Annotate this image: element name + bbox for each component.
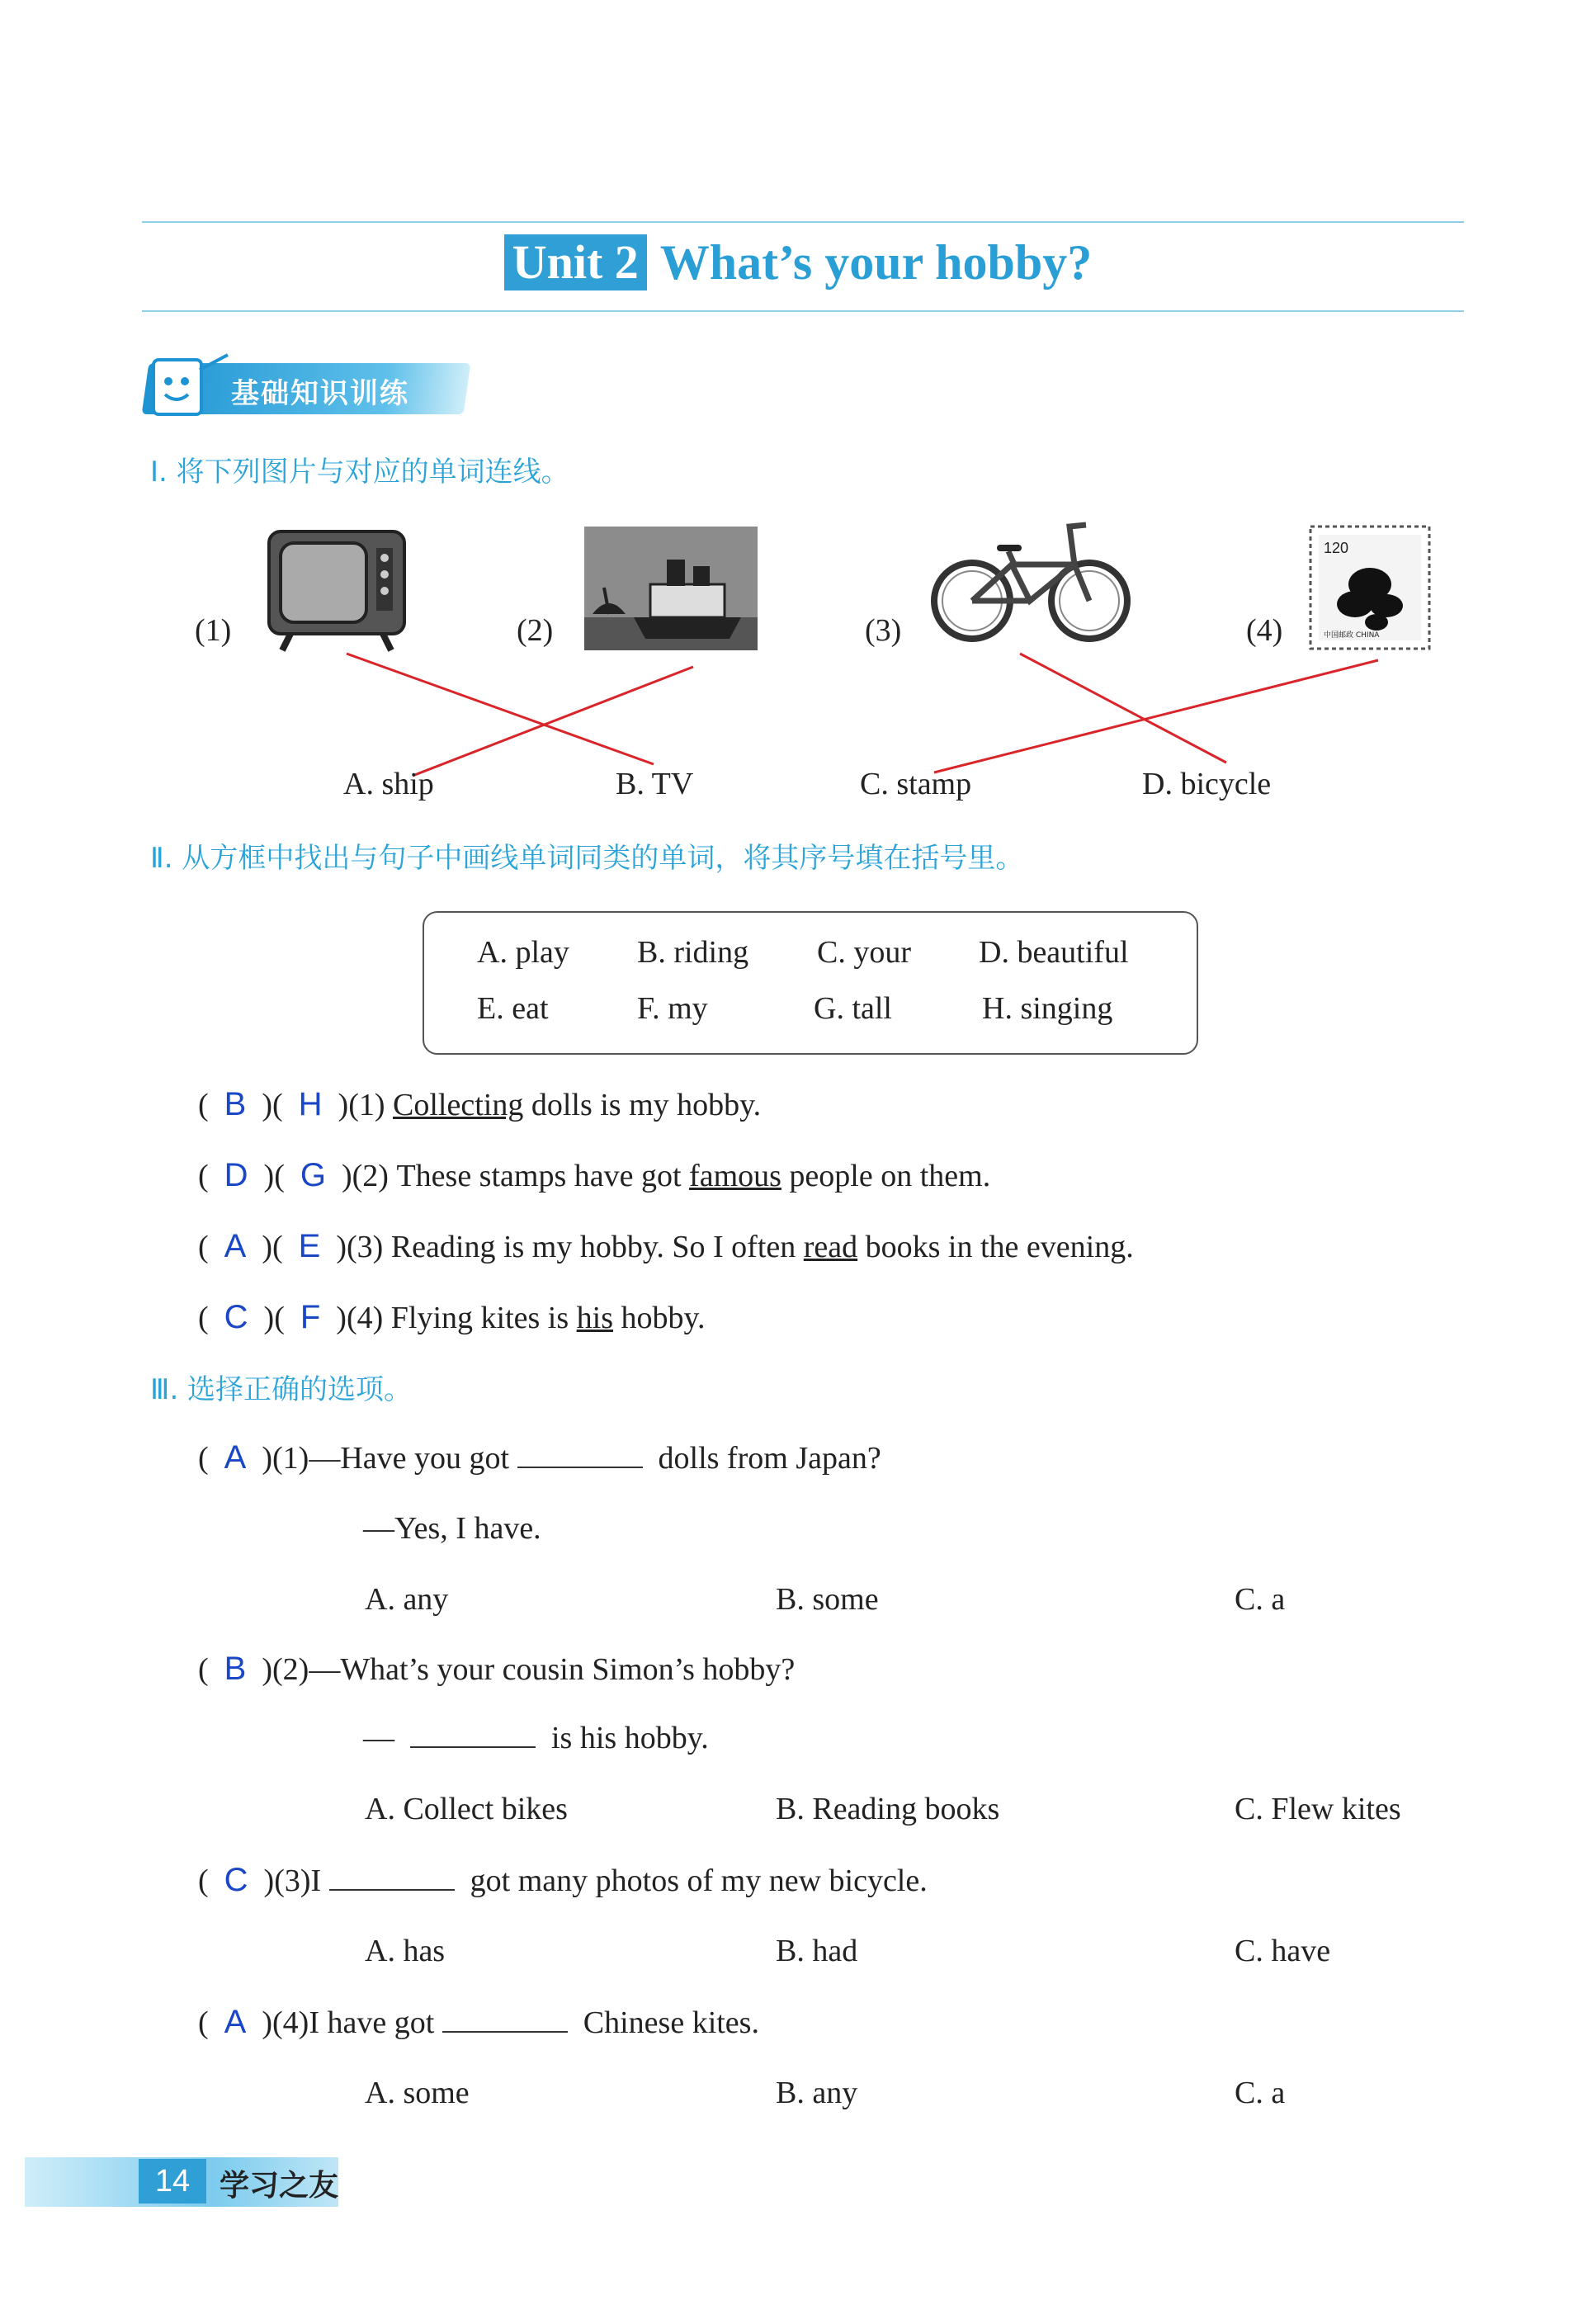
question-text: —What’s your cousin Simon’s hobby? [309, 1652, 796, 1687]
answer-first: C [224, 1299, 248, 1335]
q4-choice-a: A. some [365, 2076, 470, 2110]
option-c: C. your [817, 935, 911, 970]
item-number: (1) [348, 1088, 385, 1122]
section2-item-3: ( A )( E )(3) Reading is my hobby. So I often read books in the evening. [198, 1228, 1134, 1264]
answer: A [224, 1439, 247, 1476]
question-post: got many photos of my new bicycle. [470, 1863, 928, 1898]
answer-blank [329, 1864, 455, 1891]
underlined-word: his [576, 1301, 613, 1335]
match-line-stamp [934, 660, 1378, 772]
section3-heading: Ⅲ. 选择正确的选项。 [150, 1373, 413, 1406]
match-line-tv [347, 654, 654, 764]
item-post: people on them. [781, 1159, 991, 1193]
option-b: B. riding [637, 935, 749, 970]
q3-choice-b: B. had [776, 1934, 858, 1968]
stamp-country: 中国邮政 CHINA [1324, 631, 1380, 640]
question-2: ( B )(2)—What’s your cousin Simon’s hobby? [198, 1651, 796, 1687]
answer-second: F [300, 1299, 321, 1335]
question-2-reply [363, 1720, 709, 1756]
picture-label-2: (2) [517, 613, 554, 648]
item-number: (3) [347, 1230, 384, 1264]
section2-item-4: ( C )( F )(4) Flying kites is his hobby. [198, 1299, 706, 1335]
word-b: B. TV [616, 767, 694, 801]
answer-blank [410, 1722, 536, 1748]
answer-second: G [300, 1157, 326, 1193]
picture-label-1: (1) [195, 613, 232, 648]
underlined-word: read [803, 1230, 858, 1264]
q3-choice-c: C. have [1235, 1934, 1331, 1968]
q2-choice-c: C. Flew kites [1235, 1792, 1401, 1826]
question-1: ( A )(1)—Have you got dolls from Japan? [198, 1439, 881, 1476]
option-e: E. eat [477, 991, 549, 1026]
q3-choice-a: A. has [365, 1934, 446, 1968]
book-title: 学习之友 [220, 2168, 339, 2203]
match-line-bicycle [1020, 654, 1226, 763]
q1-choice-a: A. any [365, 1582, 449, 1617]
underlined-word: Collecting [393, 1088, 524, 1122]
stamp-value: 120 [1324, 540, 1349, 556]
question-pre: I [310, 1863, 322, 1898]
answer-blank [517, 1442, 643, 1468]
underlined-word: famous [689, 1159, 781, 1193]
question-number: (1) [272, 1441, 309, 1476]
unit-badge: Unit 2 [504, 234, 647, 290]
item-pre: These stamps have got [396, 1159, 690, 1193]
question-3: ( C )(3)I got many photos of my new bicycle. [198, 1862, 928, 1898]
answer-blank [442, 2006, 568, 2033]
answer-first: A [224, 1228, 247, 1264]
section2-heading: Ⅱ. 从方框中找出与句子中画线单词同类的单词，将其序号填在括号里。 [150, 842, 1024, 875]
match-line-ship [413, 667, 693, 776]
question-pre: —Have you got [309, 1441, 510, 1476]
reply-post: is his hobby. [551, 1721, 709, 1755]
matching-lines [0, 0, 1596, 825]
q1-choice-c: C. a [1235, 1582, 1286, 1617]
unit-title: What’s your hobby? [659, 235, 1093, 290]
item-post: books in the evening. [857, 1230, 1134, 1264]
question-1-reply: —Yes, I have. [363, 1511, 541, 1546]
picture-label-4: (4) [1246, 613, 1283, 648]
question-number: (4) [272, 2005, 309, 2040]
word-c: C. stamp [860, 767, 972, 801]
option-g: G. tall [814, 991, 892, 1026]
option-f: F. my [637, 991, 708, 1026]
reply-pre: — [363, 1721, 394, 1755]
item-number: (2) [352, 1159, 389, 1193]
option-box [423, 911, 1198, 1055]
answer-second: H [298, 1086, 323, 1122]
question-pre: I have got [309, 2005, 435, 2040]
question-post: Chinese kites. [583, 2005, 759, 2040]
q2-choice-b: B. Reading books [776, 1792, 1000, 1826]
section2-item-2: ( D )( G )(2) These stamps have got famous people on them. [198, 1157, 991, 1193]
answer-first: B [224, 1086, 247, 1122]
answer: A [224, 2004, 247, 2040]
picture-label-3: (3) [865, 613, 902, 648]
question-number: (3) [274, 1863, 311, 1898]
q2-choice-a: A. Collect bikes [365, 1792, 568, 1826]
item-post: dolls is my hobby. [523, 1088, 762, 1122]
item-number: (4) [346, 1301, 384, 1335]
item-pre: Flying kites is [390, 1301, 577, 1335]
item-post: hobby. [613, 1301, 706, 1335]
answer: C [224, 1862, 248, 1898]
option-d: D. beautiful [979, 935, 1129, 970]
word-d: D. bicycle [1142, 767, 1272, 801]
question-post: dolls from Japan? [658, 1441, 881, 1476]
answer: B [224, 1651, 247, 1687]
q4-choice-c: C. a [1235, 2076, 1286, 2110]
option-a: A. play [477, 935, 569, 970]
question-4: ( A )(4)I have got Chinese kites. [198, 2004, 759, 2040]
question-number: (2) [272, 1652, 309, 1687]
section1-heading: Ⅰ. 将下列图片与对应的单词连线。 [150, 456, 569, 489]
word-a: A. ship [343, 767, 434, 801]
answer-second: E [298, 1228, 321, 1264]
section2-item-1: ( B )( H )(1) Collecting dolls is my hobby. [198, 1086, 762, 1122]
item-pre: Reading is my hobby. So I often [390, 1230, 804, 1264]
answer-first: D [224, 1157, 248, 1193]
q4-choice-b: B. any [776, 2076, 858, 2110]
q1-choice-b: B. some [776, 1582, 879, 1617]
option-h: H. singing [982, 991, 1113, 1026]
banner-title: 基础知识训练 [231, 377, 409, 410]
page-number: 14 [139, 2159, 206, 2204]
